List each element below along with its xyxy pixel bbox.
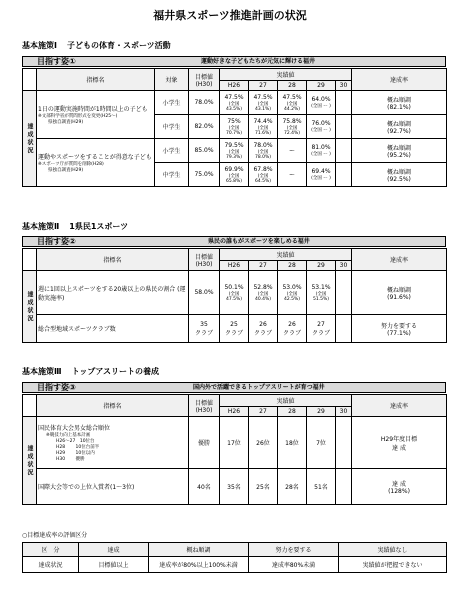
h-y4: 29 xyxy=(307,261,336,271)
goal-1-label: 目指す姿① xyxy=(37,57,76,66)
h-y3: 28 xyxy=(278,261,307,271)
h-y1: H26 xyxy=(220,261,249,271)
policy-3-title: トップアスリートの養成 xyxy=(71,367,160,376)
policy-1-number: 基本施策Ⅰ xyxy=(22,41,57,50)
h-rate: 達成率 xyxy=(352,249,447,271)
indicator-name: 総合型地域スポーツクラブ数 xyxy=(37,315,189,343)
value-cell: 47.5% (全国43.1%) xyxy=(249,91,278,115)
goal-2-text: 県民の誰もがスポーツを楽しめる福井 xyxy=(208,238,310,245)
rate-cell: 努力を要する (77.1%) xyxy=(352,315,447,343)
value-cell: 75.8% (全国72.4%) xyxy=(278,115,307,139)
status-side-label: 達成状況 xyxy=(23,271,37,343)
policy-2-table xyxy=(22,248,447,343)
value-cell: 51名 xyxy=(307,469,336,505)
legend-cell: 実績値が把握できない xyxy=(339,557,447,573)
value-cell: 79.5% (全国79.3%) xyxy=(220,139,249,163)
policy-2-title: 1県民1スポーツ xyxy=(69,222,129,231)
policy-2-heading xyxy=(22,221,128,232)
value-cell: 75% (全国70.7%) xyxy=(220,115,249,139)
policy-1-table xyxy=(22,68,447,187)
value-cell: 28名 xyxy=(278,469,307,505)
policy-1-heading xyxy=(22,40,171,51)
h-y2: 27 xyxy=(249,81,278,91)
h-actual: 実績値 xyxy=(220,69,352,81)
h-standard: 目標値 (H30) xyxy=(189,249,220,271)
h-indicator: 指標名 xyxy=(37,249,189,271)
policy-3-number: 基本施策Ⅲ xyxy=(22,367,62,376)
h-y5: 30 xyxy=(336,407,352,417)
value-cell: 26 クラブ xyxy=(249,315,278,343)
legend-header: 努力を要する xyxy=(249,543,339,557)
standard-cell: 58.0% xyxy=(189,271,220,315)
h-rate: 達成率 xyxy=(352,395,447,417)
h-y4: 29 xyxy=(307,81,336,91)
value-cell: 25 クラブ xyxy=(220,315,249,343)
value-cell: 47.5% (全国44.2%) xyxy=(278,91,307,115)
legend-cell: 達成率80%未満 xyxy=(249,557,339,573)
value-cell: 7位 xyxy=(307,417,336,469)
value-cell: 53.0% (全国42.5%) xyxy=(278,271,307,315)
standard-cell: 78.0% xyxy=(189,91,220,115)
rate-cell: 達 成 (128%) xyxy=(352,469,447,505)
value-cell: 69.4% (全国 ー ) xyxy=(307,163,336,187)
h-indicator: 指標名 xyxy=(37,395,189,417)
indicator-name: 国際大会等での上位入賞者(1〜3位) xyxy=(37,469,189,505)
rate-cell: 概ね順調 (92.5%) xyxy=(352,163,447,187)
value-cell: ー xyxy=(278,139,307,163)
h-y5: 30 xyxy=(336,81,352,91)
value-cell: 74.4% (全国71.6%) xyxy=(249,115,278,139)
legend-table xyxy=(22,542,447,573)
standard-cell: 85.0% xyxy=(189,139,220,163)
h-rate: 達成率 xyxy=(352,69,447,91)
target-cell: 小学生 xyxy=(155,91,189,115)
policy-3-heading xyxy=(22,366,159,377)
goal-3-bar xyxy=(22,382,446,393)
value-cell: 47.5% (全国43.5%) xyxy=(220,91,249,115)
legend-header: 達成 xyxy=(79,543,149,557)
legend-cell: 達成率が80%以上100%未満 xyxy=(149,557,249,573)
standard-cell: 35 クラブ xyxy=(189,315,220,343)
indicator-name: 週に1回以上スポーツをする20歳以上の県民の割合 (運動実施率) xyxy=(37,271,189,315)
value-cell: 27 クラブ xyxy=(307,315,336,343)
legend-header: 実績値なし xyxy=(339,543,447,557)
value-cell: 18位 xyxy=(278,417,307,469)
h-target: 対象 xyxy=(155,69,189,91)
h-actual: 実績値 xyxy=(220,249,352,261)
legend-title: ○目標達成率の評価区分 xyxy=(22,532,88,539)
value-cell: 25名 xyxy=(249,469,278,505)
value-cell: 78.0% (全国78.0%) xyxy=(249,139,278,163)
value-cell: 35名 xyxy=(220,469,249,505)
h-y1: H26 xyxy=(220,81,249,91)
value-cell: 81.0% (全国 ー ) xyxy=(307,139,336,163)
value-cell: 69.9% (全国65.8%) xyxy=(220,163,249,187)
goal-1-bar xyxy=(22,56,446,67)
standard-cell: 75.0% xyxy=(189,163,220,187)
policy-2-number: 基本施策Ⅱ xyxy=(22,222,60,231)
indicator-name: 運動やスポーツをすることが得意な子ども ※スポーツ庁が質問を削除(H28) 県独自調査(H29) xyxy=(37,139,155,187)
standard-cell: 優勝 xyxy=(189,417,220,469)
rate-cell: 概ね順調 (91.6%) xyxy=(352,271,447,315)
h-standard: 目標値 (H30) xyxy=(189,395,220,417)
standard-cell: 82.0% xyxy=(189,115,220,139)
h-y5: 30 xyxy=(336,261,352,271)
h-y4: 29 xyxy=(307,407,336,417)
target-cell: 小学生 xyxy=(155,139,189,163)
page-title: 福井県スポーツ推進計画の状況 xyxy=(153,9,307,22)
rate-cell: 概ね順調 (95.2%) xyxy=(352,139,447,163)
h-y3: 28 xyxy=(278,407,307,417)
goal-2-label: 目指す姿② xyxy=(37,237,76,246)
h-y2: 27 xyxy=(249,407,278,417)
indicator-name: 国民体育大会男女総合順位 ※競技力向上基本計画 H26〜27 10位台 H28 10位台前半 H29 10位以内 H30 優勝 xyxy=(37,417,189,469)
goal-2-bar xyxy=(22,236,446,247)
value-cell: 26位 xyxy=(249,417,278,469)
value-cell: 50.1% (全国47.5%) xyxy=(220,271,249,315)
target-cell: 中学生 xyxy=(155,115,189,139)
value-cell: ー xyxy=(278,163,307,187)
value-cell: 64.0% (全国 ー ) xyxy=(307,91,336,115)
status-side-label: 達成状況 xyxy=(23,417,37,505)
indicator-name: 1日の運動実施時間が1時間以上の子ども ※文部科学省が質問形式を変更(H25〜) 県独自調査(H29) xyxy=(37,91,155,139)
legend-header: 区 分 xyxy=(23,543,79,557)
h-indicator: 指標名 xyxy=(37,69,155,91)
h-y3: 28 xyxy=(278,81,307,91)
h-y2: 27 xyxy=(249,261,278,271)
goal-1-text: 運動好きな子どもたちが元気に輝ける福井 xyxy=(201,58,316,65)
legend-cell: 達成状況 xyxy=(23,557,79,573)
legend-cell: 目標値以上 xyxy=(79,557,149,573)
value-cell: 67.8% (全国64.5%) xyxy=(249,163,278,187)
value-cell: 52.8% (全国40.4%) xyxy=(249,271,278,315)
target-cell: 中学生 xyxy=(155,163,189,187)
h-standard: 目標値 (H30) xyxy=(189,69,220,91)
goal-3-label: 目指す姿③ xyxy=(37,383,76,392)
goal-3-text: 国内外で活躍できるトップアスリートが育つ福井 xyxy=(193,384,325,391)
status-side-label: 達成状況 xyxy=(23,91,37,187)
value-cell: 17位 xyxy=(220,417,249,469)
value-cell: 53.1% (全国51.5%) xyxy=(307,271,336,315)
standard-cell: 40名 xyxy=(189,469,220,505)
rate-cell: H29年度目標 達 成 xyxy=(352,417,447,469)
rate-cell: 概ね順調 (82.1%) xyxy=(352,91,447,115)
h-y1: H26 xyxy=(220,407,249,417)
policy-1-title: 子どもの体育・スポーツ活動 xyxy=(66,41,171,50)
policy-3-table xyxy=(22,394,447,505)
value-cell: 26 クラブ xyxy=(278,315,307,343)
value-cell: 76.0% (全国 ー ) xyxy=(307,115,336,139)
h-actual: 実績値 xyxy=(220,395,352,407)
legend-header: 概ね順調 xyxy=(149,543,249,557)
rate-cell: 概ね順調 (92.7%) xyxy=(352,115,447,139)
